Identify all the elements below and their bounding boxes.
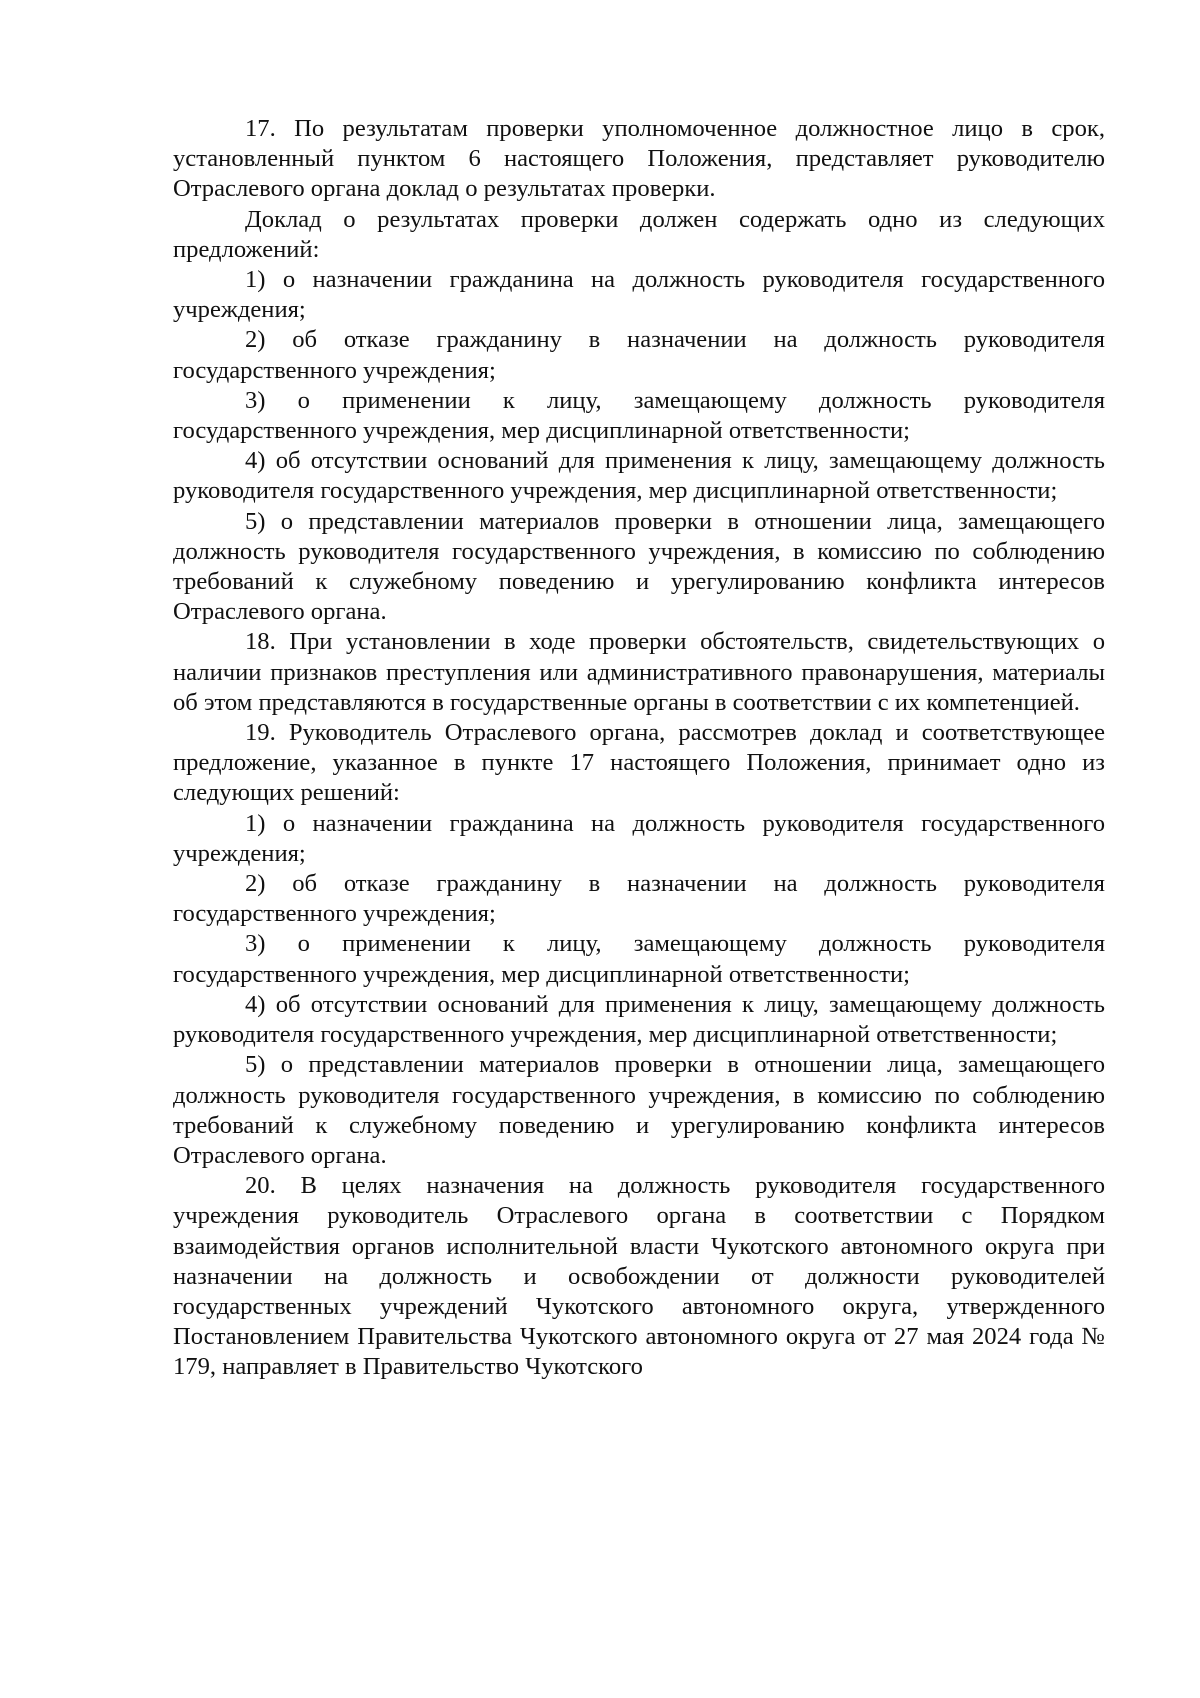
list-item-5: 5) о представлении материалов проверки в отношении лица, замещающего должность руководителя государственного учреждения, в комиссию по соблюдению требований к служебному поведению и урегулированию конфликта интересов Отраслевого органа. [173,507,1105,626]
document-body [173,114,1105,1383]
list-item-1: 1) о назначении гражданина на должность руководителя государственного учреждения; [173,266,1105,324]
list-item-4: 4) об отсутствии оснований для применения к лицу, замещающему должность руководителя государственного учреждения, мер дисциплинарной ответственности; [173,447,1105,505]
list-item-1: 1) о назначении гражданина на должность руководителя государственного учреждения; [173,809,1105,867]
paragraph-20: 20. В целях назначения на должность руководителя государственного учреждения руководитель Отраслевого органа в соответствии с Порядком взаимодействия органов исполнительной власти Чукотского автономного округа при назначении на должность и освобождении от должности руководителей государственных учреждений Чукотского автономного округа, утвержденного Постановлением Правительства Чукотского автономного округа от 27 мая 2024 года № 179, направляет в Правительство Чукотского [173,1172,1105,1381]
list-item-2: 2) об отказе гражданину в назначении на должность руководителя государственного учреждения; [173,326,1105,384]
list-item-3: 3) о применении к лицу, замещающему должность руководителя государственного учреждения, мер дисциплинарной ответственности; [173,930,1105,988]
list-item-4: 4) об отсутствии оснований для применения к лицу, замещающему должность руководителя государственного учреждения, мер дисциплинарной ответственности; [173,990,1105,1049]
paragraph-18: 18. При установлении в ходе проверки обстоятельств, свидетельствующих о наличии признаков преступления или административного правонарушения, материалы об этом представляются в государственные органы в соответствии с их компетенцией. [173,628,1105,716]
paragraph-17: 17. По результатам проверки уполномоченное должностное лицо в срок, установленный пунктом 6 настоящего Положения, представляет руководителю Отраслевого органа доклад о результатах проверки. [173,115,1105,203]
list-item-2: 2) об отказе гражданину в назначении на должность руководителя государственного учреждения; [173,870,1105,928]
list-item-3: 3) о применении к лицу, замещающему должность руководителя государственного учреждения, мер дисциплинарной ответственности; [173,386,1105,445]
paragraph-report-intro: Доклад о результатах проверки должен содержать одно из следующих предложений: [173,205,1105,263]
list-item-5: 5) о представлении материалов проверки в отношении лица, замещающего должность руководителя государственного учреждения, в комиссию по соблюдению требований к служебному поведению и урегулированию конфликта интересов Отраслевого органа. [173,1051,1105,1169]
paragraph-19: 19. Руководитель Отраслевого органа, рассмотрев доклад и соответствующее предложение, указанное в пункте 17 настоящего Положения, принимает одно из следующих решений: [173,719,1105,807]
